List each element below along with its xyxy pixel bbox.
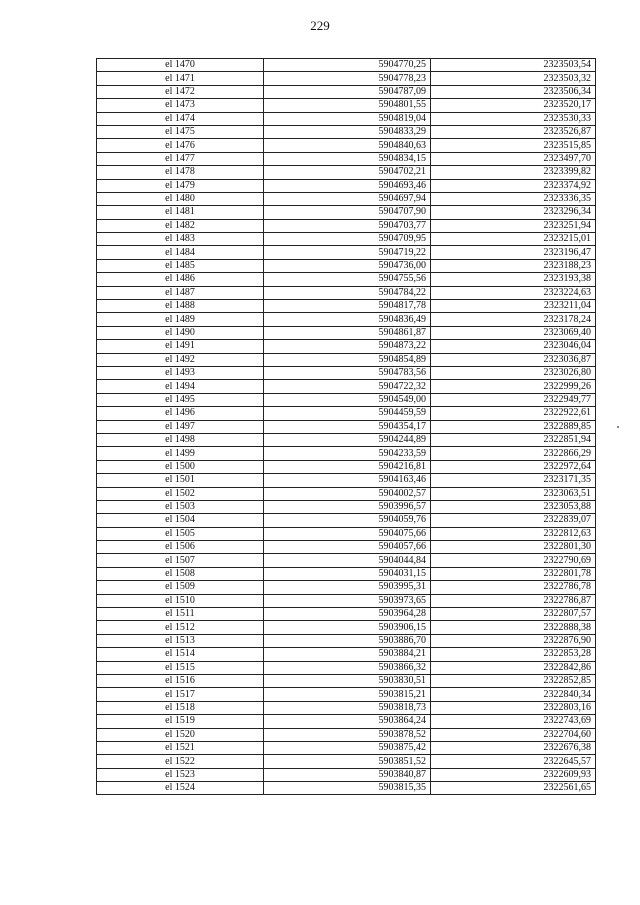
point-id-cell: el 1493 <box>97 366 264 379</box>
x-coordinate-cell: 5904057,66 <box>264 541 431 554</box>
y-coordinate-cell: 2323046,04 <box>431 340 596 353</box>
table-row <box>97 674 596 687</box>
y-coordinate-cell: 2322840,34 <box>431 688 596 701</box>
y-coordinate-cell: 2323296,34 <box>431 206 596 219</box>
y-coordinate-cell: 2323399,82 <box>431 166 596 179</box>
table-row <box>97 634 596 647</box>
point-id-cell: el 1477 <box>97 152 264 165</box>
point-id-cell: el 1523 <box>97 768 264 781</box>
point-id-cell: el 1474 <box>97 112 264 125</box>
x-coordinate-cell: 5904044,84 <box>264 554 431 567</box>
x-coordinate-cell: 5903818,73 <box>264 701 431 714</box>
y-coordinate-cell: 2322999,26 <box>431 380 596 393</box>
point-id-cell: el 1491 <box>97 340 264 353</box>
table-row <box>97 688 596 701</box>
x-coordinate-cell: 5904784,22 <box>264 286 431 299</box>
table-row <box>97 273 596 286</box>
y-coordinate-cell: 2322839,07 <box>431 514 596 527</box>
table-row <box>97 300 596 313</box>
point-id-cell: el 1519 <box>97 715 264 728</box>
x-coordinate-cell: 5903815,21 <box>264 688 431 701</box>
x-coordinate-cell: 5904770,25 <box>264 59 431 72</box>
x-coordinate-cell: 5903830,51 <box>264 674 431 687</box>
y-coordinate-cell: 2323026,80 <box>431 366 596 379</box>
point-id-cell: el 1478 <box>97 166 264 179</box>
x-coordinate-cell: 5904059,76 <box>264 514 431 527</box>
x-coordinate-cell: 5904707,90 <box>264 206 431 219</box>
table-row <box>97 152 596 165</box>
x-coordinate-cell: 5904840,63 <box>264 139 431 152</box>
x-coordinate-cell: 5904836,49 <box>264 313 431 326</box>
table-row <box>97 353 596 366</box>
table-row <box>97 125 596 138</box>
table-row <box>97 514 596 527</box>
point-id-cell: el 1470 <box>97 59 264 72</box>
table-row <box>97 366 596 379</box>
table-row <box>97 621 596 634</box>
x-coordinate-cell: 5904702,21 <box>264 166 431 179</box>
table-row <box>97 166 596 179</box>
coordinates-table-body <box>97 59 596 795</box>
table-row <box>97 608 596 621</box>
table-row <box>97 782 596 795</box>
table-row <box>97 99 596 112</box>
x-coordinate-cell: 5904833,29 <box>264 125 431 138</box>
y-coordinate-cell: 2323193,38 <box>431 273 596 286</box>
x-coordinate-cell: 5903995,31 <box>264 581 431 594</box>
y-coordinate-cell: 2322866,29 <box>431 447 596 460</box>
y-coordinate-cell: 2323053,88 <box>431 500 596 513</box>
table-row <box>97 447 596 460</box>
y-coordinate-cell: 2322743,69 <box>431 715 596 728</box>
point-id-cell: el 1522 <box>97 755 264 768</box>
table-row <box>97 594 596 607</box>
table-row <box>97 474 596 487</box>
x-coordinate-cell: 5904736,00 <box>264 259 431 272</box>
x-coordinate-cell: 5904459,59 <box>264 407 431 420</box>
coordinates-table <box>96 58 596 795</box>
point-id-cell: el 1475 <box>97 125 264 138</box>
table-row <box>97 246 596 259</box>
table-row <box>97 567 596 580</box>
y-coordinate-cell: 2323211,04 <box>431 300 596 313</box>
x-coordinate-cell: 5904873,22 <box>264 340 431 353</box>
table-row <box>97 326 596 339</box>
point-id-cell: el 1513 <box>97 634 264 647</box>
point-id-cell: el 1504 <box>97 514 264 527</box>
point-id-cell: el 1506 <box>97 541 264 554</box>
x-coordinate-cell: 5903864,24 <box>264 715 431 728</box>
y-coordinate-cell: 2323503,32 <box>431 72 596 85</box>
table-row <box>97 661 596 674</box>
point-id-cell: el 1518 <box>97 701 264 714</box>
table-row <box>97 487 596 500</box>
point-id-cell: el 1509 <box>97 581 264 594</box>
table-row <box>97 219 596 232</box>
y-coordinate-cell: 2323069,40 <box>431 326 596 339</box>
x-coordinate-cell: 5904075,66 <box>264 527 431 540</box>
point-id-cell: el 1510 <box>97 594 264 607</box>
x-coordinate-cell: 5904709,95 <box>264 233 431 246</box>
point-id-cell: el 1500 <box>97 460 264 473</box>
y-coordinate-cell: 2322851,94 <box>431 433 596 446</box>
table-row <box>97 192 596 205</box>
point-id-cell: el 1508 <box>97 567 264 580</box>
point-id-cell: el 1503 <box>97 500 264 513</box>
y-coordinate-cell: 2323530,33 <box>431 112 596 125</box>
point-id-cell: el 1485 <box>97 259 264 272</box>
point-id-cell: el 1479 <box>97 179 264 192</box>
table-row <box>97 407 596 420</box>
y-coordinate-cell: 2323520,17 <box>431 99 596 112</box>
x-coordinate-cell: 5903878,52 <box>264 728 431 741</box>
y-coordinate-cell: 2322853,28 <box>431 648 596 661</box>
table-row <box>97 715 596 728</box>
point-id-cell: el 1497 <box>97 420 264 433</box>
table-row <box>97 112 596 125</box>
point-id-cell: el 1473 <box>97 99 264 112</box>
table-row <box>97 179 596 192</box>
point-id-cell: el 1487 <box>97 286 264 299</box>
x-coordinate-cell: 5904549,00 <box>264 393 431 406</box>
table-row <box>97 380 596 393</box>
y-coordinate-cell: 2322561,65 <box>431 782 596 795</box>
x-coordinate-cell: 5903875,42 <box>264 741 431 754</box>
point-id-cell: el 1502 <box>97 487 264 500</box>
y-coordinate-cell: 2323036,87 <box>431 353 596 366</box>
y-coordinate-cell: 2322852,85 <box>431 674 596 687</box>
y-coordinate-cell: 2322676,38 <box>431 741 596 754</box>
x-coordinate-cell: 5904233,59 <box>264 447 431 460</box>
x-coordinate-cell: 5903964,28 <box>264 608 431 621</box>
x-coordinate-cell: 5904163,46 <box>264 474 431 487</box>
table-row <box>97 768 596 781</box>
y-coordinate-cell: 2323497,70 <box>431 152 596 165</box>
table-row <box>97 554 596 567</box>
y-coordinate-cell: 2322786,87 <box>431 594 596 607</box>
point-id-cell: el 1472 <box>97 85 264 98</box>
x-coordinate-cell: 5904354,17 <box>264 420 431 433</box>
point-id-cell: el 1482 <box>97 219 264 232</box>
y-coordinate-cell: 2323188,23 <box>431 259 596 272</box>
y-coordinate-cell: 2322876,90 <box>431 634 596 647</box>
point-id-cell: el 1520 <box>97 728 264 741</box>
x-coordinate-cell: 5904861,87 <box>264 326 431 339</box>
table-row <box>97 741 596 754</box>
x-coordinate-cell: 5904817,78 <box>264 300 431 313</box>
y-coordinate-cell: 2322786,78 <box>431 581 596 594</box>
table-row <box>97 59 596 72</box>
y-coordinate-cell: 2323224,63 <box>431 286 596 299</box>
y-coordinate-cell: 2322645,57 <box>431 755 596 768</box>
table-row <box>97 139 596 152</box>
table-row <box>97 433 596 446</box>
y-coordinate-cell: 2323171,35 <box>431 474 596 487</box>
point-id-cell: el 1494 <box>97 380 264 393</box>
point-id-cell: el 1505 <box>97 527 264 540</box>
x-coordinate-cell: 5903840,87 <box>264 768 431 781</box>
table-row <box>97 541 596 554</box>
y-coordinate-cell: 2323196,47 <box>431 246 596 259</box>
point-id-cell: el 1495 <box>97 393 264 406</box>
point-id-cell: el 1483 <box>97 233 264 246</box>
y-coordinate-cell: 2322949,77 <box>431 393 596 406</box>
y-coordinate-cell: 2323251,94 <box>431 219 596 232</box>
x-coordinate-cell: 5904697,94 <box>264 192 431 205</box>
x-coordinate-cell: 5904787,09 <box>264 85 431 98</box>
table-row <box>97 701 596 714</box>
point-id-cell: el 1476 <box>97 139 264 152</box>
x-coordinate-cell: 5904693,46 <box>264 179 431 192</box>
table-row <box>97 340 596 353</box>
table-row <box>97 85 596 98</box>
y-coordinate-cell: 2322807,57 <box>431 608 596 621</box>
point-id-cell: el 1521 <box>97 741 264 754</box>
x-coordinate-cell: 5904854,89 <box>264 353 431 366</box>
y-coordinate-cell: 2323503,54 <box>431 59 596 72</box>
x-coordinate-cell: 5904719,22 <box>264 246 431 259</box>
y-coordinate-cell: 2323506,34 <box>431 85 596 98</box>
x-coordinate-cell: 5904002,57 <box>264 487 431 500</box>
y-coordinate-cell: 2322609,93 <box>431 768 596 781</box>
table-row <box>97 233 596 246</box>
y-coordinate-cell: 2323526,87 <box>431 125 596 138</box>
y-coordinate-cell: 2322888,38 <box>431 621 596 634</box>
x-coordinate-cell: 5904755,56 <box>264 273 431 286</box>
x-coordinate-cell: 5903866,32 <box>264 661 431 674</box>
x-coordinate-cell: 5904801,55 <box>264 99 431 112</box>
point-id-cell: el 1488 <box>97 300 264 313</box>
table-row <box>97 393 596 406</box>
point-id-cell: el 1515 <box>97 661 264 674</box>
x-coordinate-cell: 5904703,77 <box>264 219 431 232</box>
y-coordinate-cell: 2323336,35 <box>431 192 596 205</box>
x-coordinate-cell: 5903886,70 <box>264 634 431 647</box>
table-row <box>97 500 596 513</box>
table-row <box>97 648 596 661</box>
y-coordinate-cell: 2322812,63 <box>431 527 596 540</box>
y-coordinate-cell: 2323063,51 <box>431 487 596 500</box>
point-id-cell: el 1511 <box>97 608 264 621</box>
table-row <box>97 527 596 540</box>
point-id-cell: el 1512 <box>97 621 264 634</box>
x-coordinate-cell: 5903815,35 <box>264 782 431 795</box>
x-coordinate-cell: 5903996,57 <box>264 500 431 513</box>
table-row <box>97 460 596 473</box>
x-coordinate-cell: 5904216,81 <box>264 460 431 473</box>
x-coordinate-cell: 5903884,21 <box>264 648 431 661</box>
y-coordinate-cell: 2322704,60 <box>431 728 596 741</box>
point-id-cell: el 1471 <box>97 72 264 85</box>
x-coordinate-cell: 5903973,65 <box>264 594 431 607</box>
point-id-cell: el 1481 <box>97 206 264 219</box>
table-row <box>97 72 596 85</box>
page-number: 229 <box>310 18 330 33</box>
y-coordinate-cell: 2322790,69 <box>431 554 596 567</box>
point-id-cell: el 1514 <box>97 648 264 661</box>
point-id-cell: el 1498 <box>97 433 264 446</box>
point-id-cell: el 1499 <box>97 447 264 460</box>
x-coordinate-cell: 5904722,32 <box>264 380 431 393</box>
y-coordinate-cell: 2322889,85 <box>431 420 596 433</box>
y-coordinate-cell: 2323215,01 <box>431 233 596 246</box>
table-row <box>97 259 596 272</box>
point-id-cell: el 1496 <box>97 407 264 420</box>
y-coordinate-cell: 2323178,24 <box>431 313 596 326</box>
x-coordinate-cell: 5904778,23 <box>264 72 431 85</box>
x-coordinate-cell: 5904244,89 <box>264 433 431 446</box>
x-coordinate-cell: 5904783,56 <box>264 366 431 379</box>
table-row <box>97 206 596 219</box>
y-coordinate-cell: 2322922,61 <box>431 407 596 420</box>
y-coordinate-cell: 2322801,78 <box>431 567 596 580</box>
x-coordinate-cell: 5904834,15 <box>264 152 431 165</box>
point-id-cell: el 1501 <box>97 474 264 487</box>
point-id-cell: el 1490 <box>97 326 264 339</box>
scan-speck <box>617 426 619 428</box>
y-coordinate-cell: 2322842,86 <box>431 661 596 674</box>
x-coordinate-cell: 5904031,15 <box>264 567 431 580</box>
point-id-cell: el 1484 <box>97 246 264 259</box>
y-coordinate-cell: 2323515,85 <box>431 139 596 152</box>
x-coordinate-cell: 5903906,15 <box>264 621 431 634</box>
point-id-cell: el 1480 <box>97 192 264 205</box>
y-coordinate-cell: 2322801,30 <box>431 541 596 554</box>
x-coordinate-cell: 5904819,04 <box>264 112 431 125</box>
table-row <box>97 420 596 433</box>
point-id-cell: el 1492 <box>97 353 264 366</box>
x-coordinate-cell: 5903851,52 <box>264 755 431 768</box>
point-id-cell: el 1486 <box>97 273 264 286</box>
point-id-cell: el 1489 <box>97 313 264 326</box>
y-coordinate-cell: 2322972,64 <box>431 460 596 473</box>
point-id-cell: el 1516 <box>97 674 264 687</box>
table-row <box>97 755 596 768</box>
point-id-cell: el 1524 <box>97 782 264 795</box>
y-coordinate-cell: 2323374,92 <box>431 179 596 192</box>
point-id-cell: el 1507 <box>97 554 264 567</box>
table-row <box>97 581 596 594</box>
table-row <box>97 286 596 299</box>
table-row <box>97 728 596 741</box>
y-coordinate-cell: 2322803,16 <box>431 701 596 714</box>
point-id-cell: el 1517 <box>97 688 264 701</box>
table-row <box>97 313 596 326</box>
